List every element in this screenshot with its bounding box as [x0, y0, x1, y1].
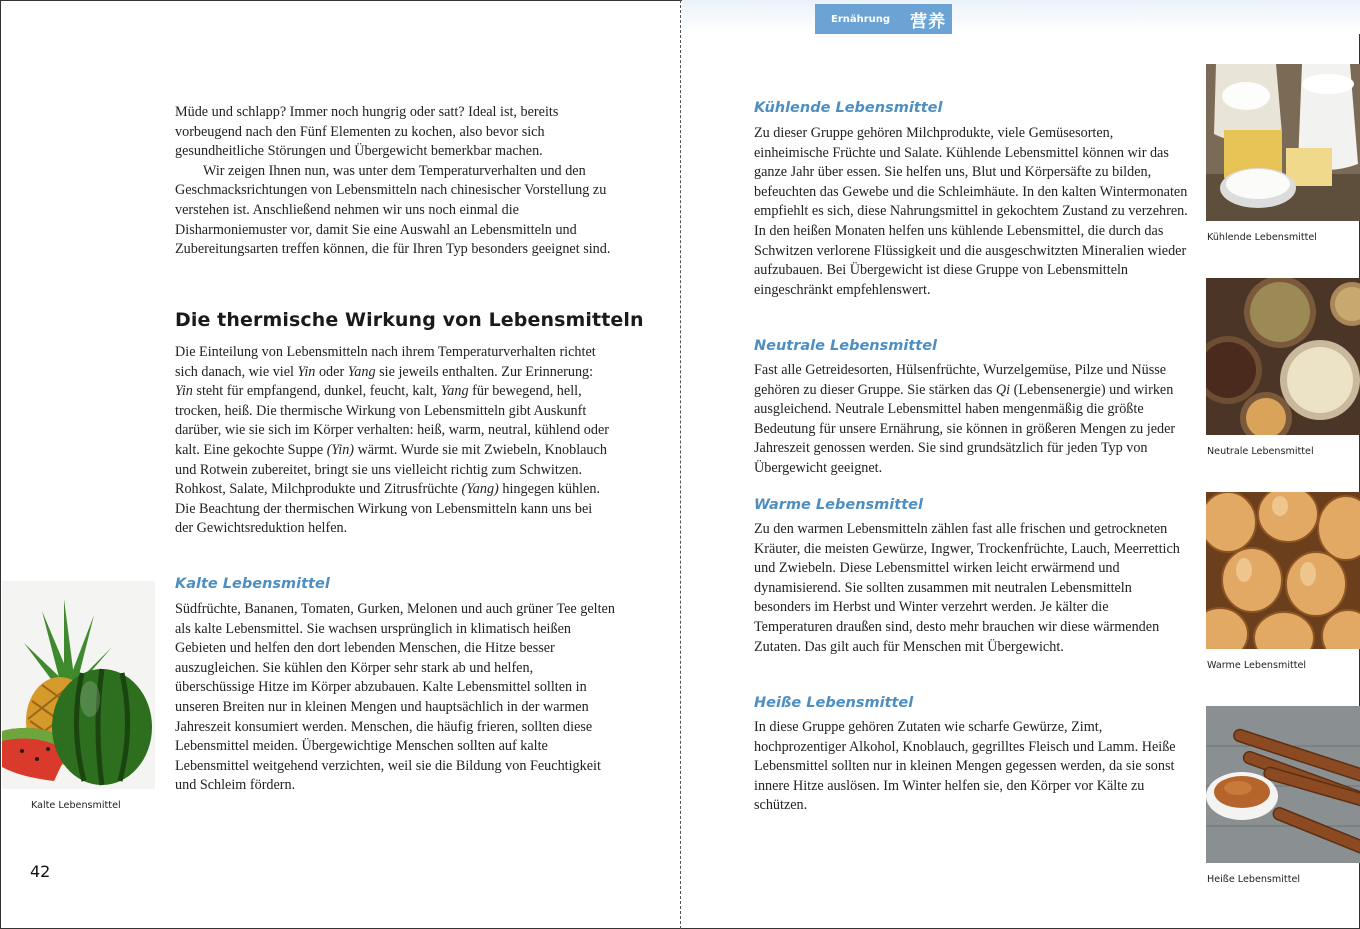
kuehlende-heading: Kühlende Lebensmittel: [754, 100, 943, 116]
heisse-heading: Heiße Lebensmittel: [754, 695, 914, 711]
section-heading: Die thermische Wirkung von Lebensmitteln: [175, 309, 644, 331]
neutrale-paragraph: Fast alle Getreidesorten, Hülsenfrüchte, Wurzelgemüse, Pilze und Nüsse gehören zu dieser Gruppe. Sie stärken das Qi (Lebensenergie) und wirken ausgleichend. Neutrale Lebensmittel haben mengenmäßig die größte Bedeutung für unsere Ernährung, sie können in größeren Mengen zu jeder Jahreszeit genossen werden. Sie sind grundsätzlich für jeden Typ von Übergewicht geeignet.: [754, 362, 1176, 476]
kalte-paragraph: Südfrüchte, Bananen, Tomaten, Gurken, Melonen und auch grüner Tee gelten als kalte Lebensmittel. Sie wachsen ursprünglich in klimatisch heißen Gebieten und helfen den dort lebenden Menschen, die Hitze besser auszugleichen. Sie kühlen den Körper sehr stark ab und helfen, überschüssige Hitze im Körper abzubauen. Kalte Lebensmittel sollten in unseren Breiten nur in kleinen Mengen und hauptsächlich in der warmen Jahreszeit konsumiert werden. Menschen, die häufig frieren, sollten diese Lebensmittel meiden. Übergewichtige Menschen sollten auf kalte Lebensmittel weitgehend verzichten, weil sie die Bildung von Feuchtigkeit und Schleim fördern.: [175, 601, 615, 794]
heisse-lebensmittel-image: [1206, 706, 1360, 863]
warme-heading: Warme Lebensmittel: [754, 497, 923, 513]
kuehlende-lebensmittel-image: [1206, 64, 1360, 221]
header-band: [682, 0, 1360, 34]
warme-caption: Warme Lebensmittel: [1207, 660, 1307, 671]
neutrale-lebensmittel-image: [1206, 278, 1360, 435]
kuehlende-paragraph: Zu dieser Gruppe gehören Milchprodukte, viele Gemüsesorten, einheimische Früchte und Salate. Kühlende Lebensmittel können wir das ganze Jahr über essen. Sie helfen uns, Blut und Körpersäfte zu bilden, befeuchten das Gewebe und die Schleimhäute. In den kalten Wintermonaten empfiehlt es sich, diese Nahrungsmittel in gekochtem Zustand zu verzehren. In den heißen Monaten helfen uns kühlende Lebensmittel, die durch das Schwitzen verlorene Flüssigkeit und die ausgeschwitzten Mineralien wieder aufzubauen. Bei Übergewicht ist diese Gruppe von Lebensmitteln eingeschränkt empfehlenswert.: [754, 125, 1188, 298]
warme-paragraph: Zu den warmen Lebensmitteln zählen fast alle frischen und getrockneten Kräuter, die meisten Gewürze, Ingwer, Trockenfrüchte, Lauch, Meerrettich und Zwiebeln. Diese Lebensmittel wirken leicht erwärmend und dynamisierend. Sie sollten zusammen mit neutralen Lebensmitteln besonders im Herbst und Winter verzehrt werden. Je kälter die Temperaturen draußen sind, desto mehr brauchen wir diese wärmenden Zutaten. Das gilt auch für Menschen mit Übergewicht.: [754, 521, 1180, 655]
neutrale-caption: Neutrale Lebensmittel: [1207, 446, 1314, 457]
spread-fold-divider: [680, 0, 681, 929]
intro-paragraph: Wir zeigen Ihnen nun, was unter dem Temperaturverhalten und den Geschmacksrichtungen von Lebensmitteln nach chinesischer Vorstellung zu verstehen ist. Anschließend nehmen wir uns noch einmal die Disharmoniemuster vor, damit Sie eine Auswahl an Lebensmitteln und Zubereitungsarten treffen können, die für Ihren Typ besonders geeignet sind.: [175, 162, 611, 258]
section-tab-symbol: 营养: [910, 11, 947, 32]
thermal-paragraph: Die Einteilung von Lebensmitteln nach ihrem Temperaturverhalten richtet sich danach, wie viel Yin oder Yang sie jeweils enthalten. Zur Erinnerung: Yin steht für empfangend, dunkel, feucht, kalt, Yang für bewegend, hell, trocken, heiß. Die thermische Wirkung von Lebensmitteln gibt Auskunft darüber, wie sie sich im Körper verhalten: heiß, warm, neutral, kühlend oder kalt. Eine gekochte Suppe (Yin) wärmt. Wurde sie mit Zwiebeln, Knoblauch und Rotwein zubereitet, bringt sie uns vielleicht richtig zum Schwitzen. Rohkost, Salate, Milchprodukte und Zitrusfrüchte (Yang) hingegen kühlen. Die Beachtung der thermischen Wirkung von Lebensmitteln kann uns bei der Gewichtsreduktion helfen.: [175, 344, 609, 537]
page-number: 42: [30, 862, 51, 881]
intro-text: [175, 103, 611, 260]
kalte-heading: Kalte Lebensmittel: [175, 576, 330, 592]
heisse-caption: Heiße Lebensmittel: [1207, 874, 1301, 885]
kalte-caption: Kalte Lebensmittel: [31, 800, 121, 811]
section-tab-label: Ernährung: [831, 13, 891, 25]
heisse-paragraph: In diese Gruppe gehören Zutaten wie scharfe Gewürze, Zimt, hochprozentiger Alkohol, Knoblauch, gegrilltes Fleisch und Lamm. Heiße Lebensmittel sollten nur in kleinen Mengen gegessen werden, da sie sonst innere Hitze auslösen. Im Winter helfen sie, den Körper vor Kälte zu schützen.: [754, 719, 1176, 814]
intro-paragraph: Müde und schlapp? Immer noch hungrig oder satt? Ideal ist, bereits vorbeugend nach den Fünf Elementen zu kochen, also bevor sich gesundheitliche Störungen und Übergewicht bemerkbar machen.: [175, 104, 559, 160]
warme-lebensmittel-image: [1206, 492, 1360, 649]
neutrale-heading: Neutrale Lebensmittel: [754, 338, 937, 354]
kuehlende-caption: Kühlende Lebensmittel: [1207, 232, 1317, 243]
section-tab: [815, 4, 952, 34]
kalte-lebensmittel-image: [2, 581, 155, 789]
